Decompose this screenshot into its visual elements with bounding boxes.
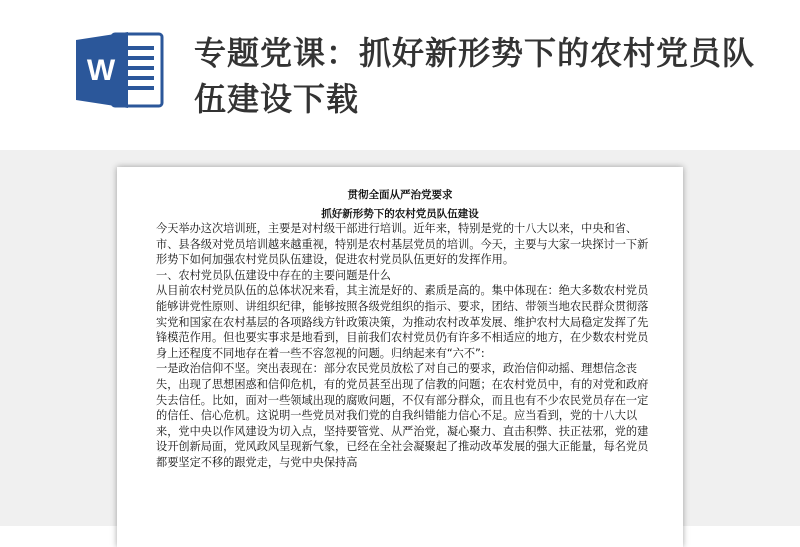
document-heading: 贯彻全面从严治党要求: [347, 189, 453, 201]
page-header: [0, 0, 800, 150]
svg-text:W: W: [86, 54, 116, 87]
document-subheading: 抓好新形势下的农村党员队伍建设: [321, 208, 479, 220]
paragraph: 一是政治信仰不坚。突出表现在：部分农民党员放松了对自己的要求，政治信仰动摇、理想信念丧失，出现了思想困惑和信仰危机，有的党员甚至出现了信教的问题；在农村党员中，有的对党和政府失去信任。比如，面对一些领域出现的腐败问题，不仅有部分群众，而且也有不少农民党员存在一定的信任、信心危机。这说明一些党员对我们党的自我纠错能力信心不足。应当看到，党的十八大以来，党中央以作风建设为切入点，坚持要管党、从严治党，凝心聚力、直击积弊、扶正祛邪，党的建设开创新局面，党风政风呈现新气象，已经在全社会凝聚起了推动改革发展的强大正能量，每名党员都要坚定不移的跟党走，与党中央保持高: [156, 362, 649, 469]
document-page: [117, 167, 683, 547]
document-body: [156, 221, 651, 471]
page-title: 专题党课：抓好新形势下的农村党员队伍建设下载: [194, 34, 756, 118]
paragraph: 从目前农村党员队伍的总体状况来看，其主流是好的、素质是高的。集中体现在：绝大多数农村党员能够讲党性原则、讲组织纪律，能够按照各级党组织的指示、要求，团结、带领当地农民群众贯彻落实党和国家在农村基层的各项路线方针政策决策，为推动农村改革发展、维护农村大局稳定发挥了先锋模范作用。但也要实事求是地看到，目前我们农村党员仍有许多不相适应的地方，在少数农村党员身上还程度不同地存在着一些不容忽视的问题。归纳起来有“六不”:: [156, 284, 649, 360]
section-heading: 一、农村党员队伍建设中存在的主要问题是什么: [156, 268, 391, 282]
word-document-icon: [74, 30, 166, 110]
paragraph: 今天举办这次培训班，主要是对村级干部进行培训。近年来，特别是党的十八大以来，中央和省、市、县各级对党员培训越来越重视，特别是农村基层党员的培训。今天，主要与大家一块探讨一下新形势下如何加强农村党员队伍建设，促进农村党员队伍更好的发挥作用。: [156, 222, 649, 267]
